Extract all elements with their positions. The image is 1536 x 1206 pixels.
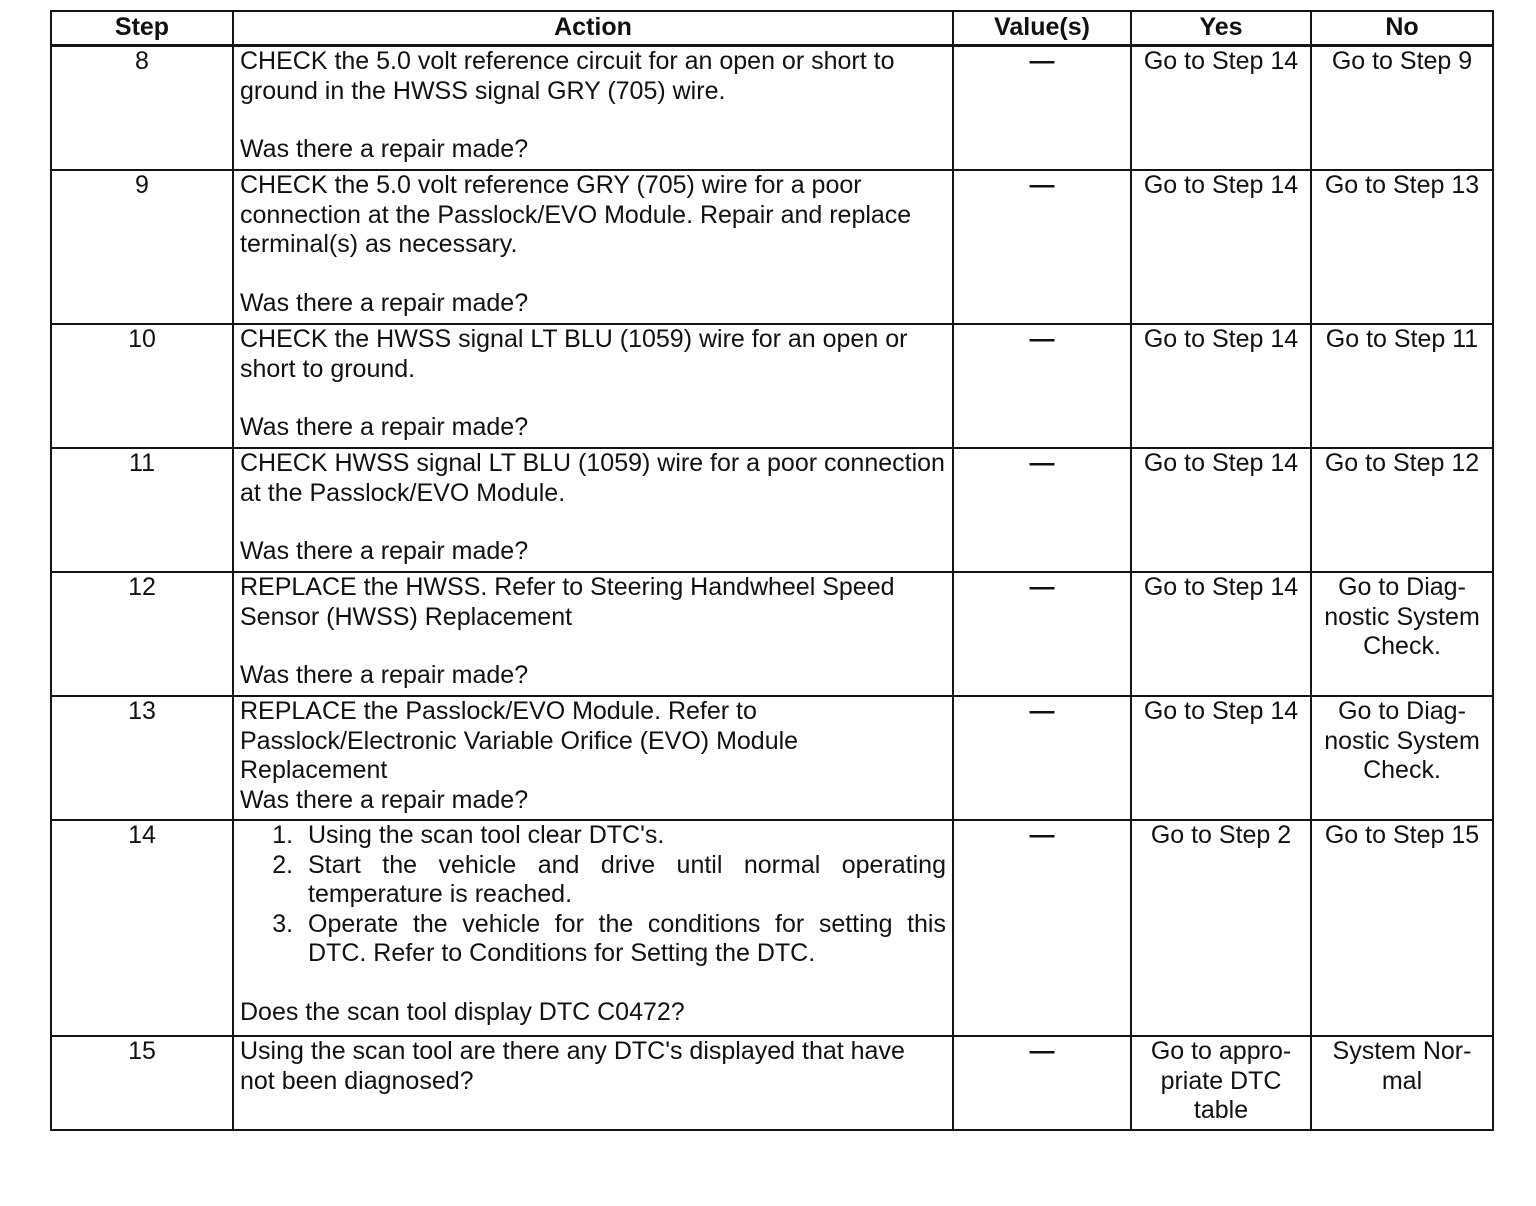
- no-cell: Go to Diag- nostic System Check.: [1311, 572, 1493, 696]
- no-cell: Go to Step 11: [1311, 324, 1493, 448]
- action-question: Was there a repair made?: [240, 661, 529, 689]
- action-question: Was there a repair made?: [240, 288, 529, 317]
- header-yes: Yes: [1131, 11, 1311, 46]
- diagnostic-table-sheet: [50, 10, 1492, 1131]
- value-cell: [953, 170, 1131, 324]
- action-cell: [233, 46, 953, 171]
- yes-cell: Go to Step 14: [1131, 324, 1311, 448]
- yes-cell: Go to Step 14: [1131, 572, 1311, 696]
- step-number: 11: [51, 448, 233, 572]
- value-dash: —: [1029, 449, 1055, 477]
- substep-list: [240, 821, 946, 969]
- action-text: CHECK HWSS signal LT BLU (1059) wire for a poor connection at the Passlock/EVO Module.: [240, 449, 945, 507]
- table-row: [51, 572, 1493, 696]
- value-dash: —: [1029, 325, 1055, 353]
- action-text: CHECK the 5.0 volt reference circuit for an open or short to ground in the HWSS signal GRY (705) wire.: [240, 47, 895, 105]
- no-cell: Go to Diag- nostic System Check.: [1311, 696, 1493, 820]
- action-question: Does the scan tool display DTC C0472?: [240, 997, 685, 1026]
- value-cell: [953, 572, 1131, 696]
- value-dash: —: [1029, 171, 1055, 199]
- yes-cell: Go to Step 14: [1131, 46, 1311, 171]
- action-cell: [233, 572, 953, 696]
- action-text: REPLACE the HWSS. Refer to Steering Handwheel Speed Sensor (HWSS) Replacement: [240, 573, 895, 631]
- header-action: Action: [233, 11, 953, 46]
- no-cell: Go to Step 13: [1311, 170, 1493, 324]
- table-row: [51, 46, 1493, 171]
- value-dash: —: [1029, 697, 1055, 725]
- table-row: [51, 820, 1493, 1036]
- action-text: CHECK the 5.0 volt reference GRY (705) wire for a poor connection at the Passlock/EVO Module. Repair and replace terminal(s) as necessary.: [240, 171, 912, 258]
- substep-item: 3. Operate the vehicle for the conditions for setting this DTC. Refer to Conditions for Setting the DTC.: [300, 910, 946, 969]
- diagnostic-table: [50, 10, 1494, 1131]
- table-row: [51, 448, 1493, 572]
- yes-cell: Go to Step 2: [1131, 820, 1311, 1036]
- value-cell: [953, 324, 1131, 448]
- no-cell: Go to Step 12: [1311, 448, 1493, 572]
- yes-cell: Go to Step 14: [1131, 696, 1311, 820]
- table-row: [51, 1036, 1493, 1130]
- step-number: 14: [51, 820, 233, 1036]
- action-cell: [233, 696, 953, 820]
- no-cell: System Nor- mal: [1311, 1036, 1493, 1130]
- step-number: 10: [51, 324, 233, 448]
- header-values: Value(s): [953, 11, 1131, 46]
- action-text: REPLACE the Passlock/EVO Module. Refer to Passlock/Electronic Variable Orifice (EVO) Module Replacement: [240, 697, 799, 784]
- value-dash: —: [1029, 821, 1055, 849]
- action-cell: [233, 820, 953, 1036]
- action-cell: [233, 324, 953, 448]
- table-row: [51, 324, 1493, 448]
- action-text: CHECK the HWSS signal LT BLU (1059) wire for an open or short to ground.: [240, 325, 908, 383]
- value-cell: [953, 448, 1131, 572]
- yes-cell: Go to Step 14: [1131, 448, 1311, 572]
- action-question: Was there a repair made?: [240, 413, 529, 441]
- no-cell: Go to Step 9: [1311, 46, 1493, 171]
- value-cell: [953, 1036, 1131, 1130]
- substep-item: 2. Start the vehicle and drive until normal operating temperature is reached.: [300, 851, 946, 910]
- action-text: Using the scan tool are there any DTC's displayed that have not been diagnosed?: [240, 1037, 905, 1095]
- action-cell: [233, 448, 953, 572]
- yes-cell: Go to appro- priate DTC table: [1131, 1036, 1311, 1130]
- value-dash: —: [1029, 1037, 1055, 1065]
- header-step: Step: [51, 11, 233, 46]
- no-cell: Go to Step 15: [1311, 820, 1493, 1036]
- action-cell: [233, 170, 953, 324]
- step-number: 15: [51, 1036, 233, 1130]
- action-question: Was there a repair made?: [240, 537, 529, 565]
- action-question: Was there a repair made?: [240, 135, 529, 163]
- value-cell: [953, 46, 1131, 171]
- step-number: 12: [51, 572, 233, 696]
- header-no: No: [1311, 11, 1493, 46]
- step-number: 13: [51, 696, 233, 820]
- table-row: [51, 696, 1493, 820]
- value-cell: [953, 820, 1131, 1036]
- action-question: Was there a repair made?: [240, 785, 529, 814]
- value-cell: [953, 696, 1131, 820]
- table-row: [51, 170, 1493, 324]
- substep-item: 1. Using the scan tool clear DTC's.: [300, 821, 946, 851]
- step-number: 9: [51, 170, 233, 324]
- yes-cell: Go to Step 14: [1131, 170, 1311, 324]
- action-cell: [233, 1036, 953, 1130]
- value-dash: —: [1029, 573, 1055, 601]
- header-row: [51, 11, 1493, 46]
- step-number: 8: [51, 46, 233, 171]
- value-dash: —: [1029, 47, 1055, 75]
